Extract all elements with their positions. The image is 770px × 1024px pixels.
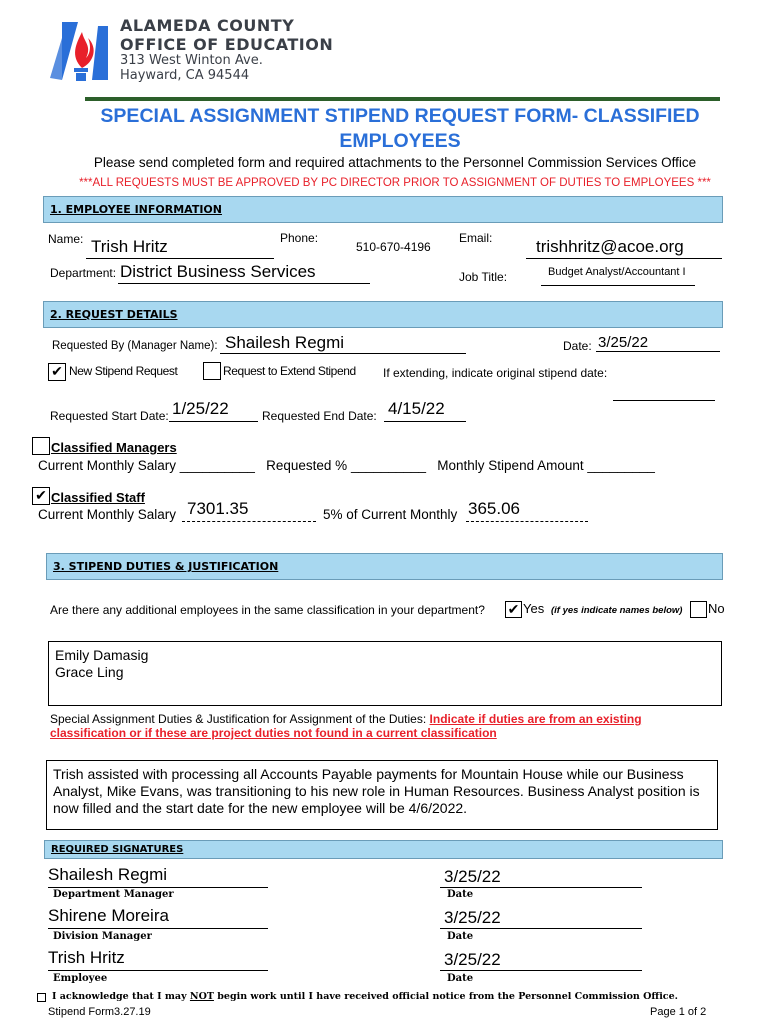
classified-staff-checkbox[interactable]: ✔ bbox=[32, 487, 50, 505]
signature-date-underline bbox=[440, 887, 642, 888]
extend-stipend-checkbox[interactable] bbox=[203, 362, 221, 380]
percent-underline bbox=[466, 521, 588, 522]
section-employee-info-header bbox=[43, 196, 723, 223]
signature-date-label: Date bbox=[447, 889, 474, 900]
date-underline bbox=[596, 351, 720, 352]
phone-label: Phone: bbox=[280, 231, 319, 245]
acknowledgement-text bbox=[52, 991, 678, 1002]
section-heading: 3. STIPEND DUTIES & JUSTIFICATION bbox=[53, 560, 279, 573]
additional-employees-question: Are there any additional employees in the same classification in your department? bbox=[50, 603, 485, 617]
signature-role: Employee bbox=[53, 973, 108, 984]
original-date-underline[interactable] bbox=[613, 400, 715, 401]
no-label: No bbox=[708, 601, 725, 616]
address-line1: 313 West Winton Ave. bbox=[120, 53, 263, 68]
org-name-line1: ALAMEDA COUNTY bbox=[120, 16, 295, 35]
names-box[interactable] bbox=[48, 641, 722, 706]
employee-name: Grace Ling bbox=[55, 664, 124, 680]
start-date-label: Requested Start Date: bbox=[50, 409, 169, 423]
salary-label: Current Monthly Salary bbox=[38, 507, 177, 522]
requested-by-underline bbox=[220, 353, 466, 354]
signature-date[interactable]: 3/25/22 bbox=[444, 867, 501, 886]
acknowledge-checkbox[interactable] bbox=[37, 993, 46, 1002]
header-divider bbox=[85, 97, 720, 101]
extend-stipend-label: Request to Extend Stipend bbox=[223, 364, 356, 378]
yes-note: (if yes indicate names below) bbox=[551, 605, 683, 616]
page-number: Page 1 of 2 bbox=[650, 1006, 707, 1018]
org-name-line2: OFFICE OF EDUCATION bbox=[120, 35, 334, 54]
classified-managers-fields: Current Monthly Salary __________ Requested % __________ Monthly Stipend Amount _________ bbox=[38, 458, 655, 473]
start-date-underline bbox=[169, 421, 258, 422]
start-date-field[interactable]: 1/25/22 bbox=[172, 399, 229, 418]
new-stipend-checkbox[interactable]: ✔ bbox=[48, 363, 66, 381]
department-field[interactable]: District Business Services bbox=[120, 262, 316, 281]
torch-flame-logo-icon bbox=[48, 18, 112, 84]
form-title: SPECIAL ASSIGNMENT STIPEND REQUEST FORM- CLASSIFIED EMPLOYEES bbox=[100, 105, 700, 152]
signature-date-label: Date bbox=[447, 931, 474, 942]
name-field[interactable]: Trish Hritz bbox=[91, 237, 168, 256]
yes-checkbox[interactable]: ✔ bbox=[505, 601, 522, 618]
duties-instruction-red-2: classification or if these are project duties not found in a current classification bbox=[50, 726, 497, 740]
section-heading: REQUIRED SIGNATURES bbox=[51, 844, 184, 855]
signature-date-label: Date bbox=[447, 973, 474, 984]
end-date-label: Requested End Date: bbox=[262, 409, 377, 423]
date-field[interactable]: 3/25/22 bbox=[598, 334, 649, 351]
employee-name: Emily Damasig bbox=[55, 647, 149, 663]
form-id: Stipend Form3.27.19 bbox=[48, 1006, 151, 1018]
end-date-field[interactable]: 4/15/22 bbox=[388, 399, 445, 418]
signature-date-underline bbox=[440, 970, 642, 971]
signature-role: Department Manager bbox=[53, 889, 174, 900]
job-title-field[interactable]: Budget Analyst/Accountant I bbox=[548, 266, 686, 278]
department-underline bbox=[118, 283, 370, 284]
department-label: Department: bbox=[50, 266, 117, 280]
section-request-details-header bbox=[43, 301, 723, 328]
requested-by-field[interactable]: Shailesh Regmi bbox=[225, 333, 345, 352]
signature-role: Division Manager bbox=[53, 931, 152, 942]
signature-name[interactable]: Trish Hritz bbox=[48, 948, 125, 967]
classified-staff-label: Classified Staff bbox=[51, 490, 145, 505]
signature-underline bbox=[48, 928, 268, 929]
signatures-header bbox=[44, 840, 723, 859]
approval-warning: ***ALL REQUESTS MUST BE APPROVED BY PC DIRECTOR PRIOR TO ASSIGNMENT OF DUTIES TO EMPLOYEES *** bbox=[79, 177, 711, 189]
percent-label: 5% of Current Monthly bbox=[323, 507, 458, 522]
ack-pre: I acknowledge that I may bbox=[52, 991, 190, 1002]
date-label: Date: bbox=[563, 339, 592, 353]
duties-label-text: Special Assignment Duties & Justification for Assignment of the Duties: bbox=[50, 712, 427, 726]
yes-label: Yes bbox=[523, 601, 545, 616]
name-label: Name: bbox=[48, 232, 84, 246]
new-stipend-label: New Stipend Request bbox=[69, 364, 178, 378]
signature-underline bbox=[48, 887, 268, 888]
logo bbox=[48, 18, 112, 84]
justification-text: Trish assisted with processing all Accounts Payable payments for Mountain House while our Business Analyst, Mike Evans, was transitioning to his new role in Human Resources. Business Analyst position is now filled and the start date for the new employee will be 4/6/2022. bbox=[53, 766, 700, 816]
duties-instruction-red: Indicate if duties are from an existing bbox=[429, 712, 642, 726]
signature-underline bbox=[48, 970, 268, 971]
phone-field[interactable]: 510-670-4196 bbox=[356, 240, 431, 254]
salary-field[interactable]: 7301.35 bbox=[187, 499, 249, 518]
signature-date[interactable]: 3/25/22 bbox=[444, 908, 501, 927]
classified-managers-label: Classified Managers bbox=[51, 440, 177, 455]
job-title-label: Job Title: bbox=[459, 270, 508, 284]
percent-field[interactable]: 365.06 bbox=[468, 499, 520, 518]
section-duties-header bbox=[46, 553, 723, 580]
signature-date-underline bbox=[440, 928, 642, 929]
signature-name[interactable]: Shailesh Regmi bbox=[48, 865, 168, 884]
ack-post: begin work until I have received official notice from the Personnel Commission Office. bbox=[213, 991, 678, 1002]
end-date-underline bbox=[384, 421, 466, 422]
address-line2: Hayward, CA 94544 bbox=[120, 68, 250, 83]
job-title-underline bbox=[541, 285, 695, 286]
name-underline bbox=[86, 258, 274, 259]
original-date-label: If extending, indicate original stipend date: bbox=[383, 366, 608, 380]
salary-underline bbox=[182, 521, 316, 522]
justification-box[interactable] bbox=[46, 760, 718, 830]
signature-date[interactable]: 3/25/22 bbox=[444, 950, 501, 969]
classified-managers-checkbox[interactable] bbox=[32, 437, 50, 455]
section-heading: 1. EMPLOYEE INFORMATION bbox=[50, 203, 222, 216]
signature-name[interactable]: Shirene Moreira bbox=[48, 906, 169, 925]
requested-by-label: Requested By (Manager Name): bbox=[52, 340, 218, 352]
email-underline bbox=[526, 258, 722, 259]
email-field[interactable]: trishhritz@acoe.org bbox=[536, 237, 684, 256]
email-label: Email: bbox=[459, 231, 493, 245]
section-heading: 2. REQUEST DETAILS bbox=[50, 308, 178, 321]
ack-not: NOT bbox=[189, 991, 214, 1002]
duties-label bbox=[50, 712, 730, 740]
no-checkbox[interactable] bbox=[690, 601, 707, 618]
form-instructions: Please send completed form and required attachments to the Personnel Commission Services Office bbox=[93, 155, 697, 170]
